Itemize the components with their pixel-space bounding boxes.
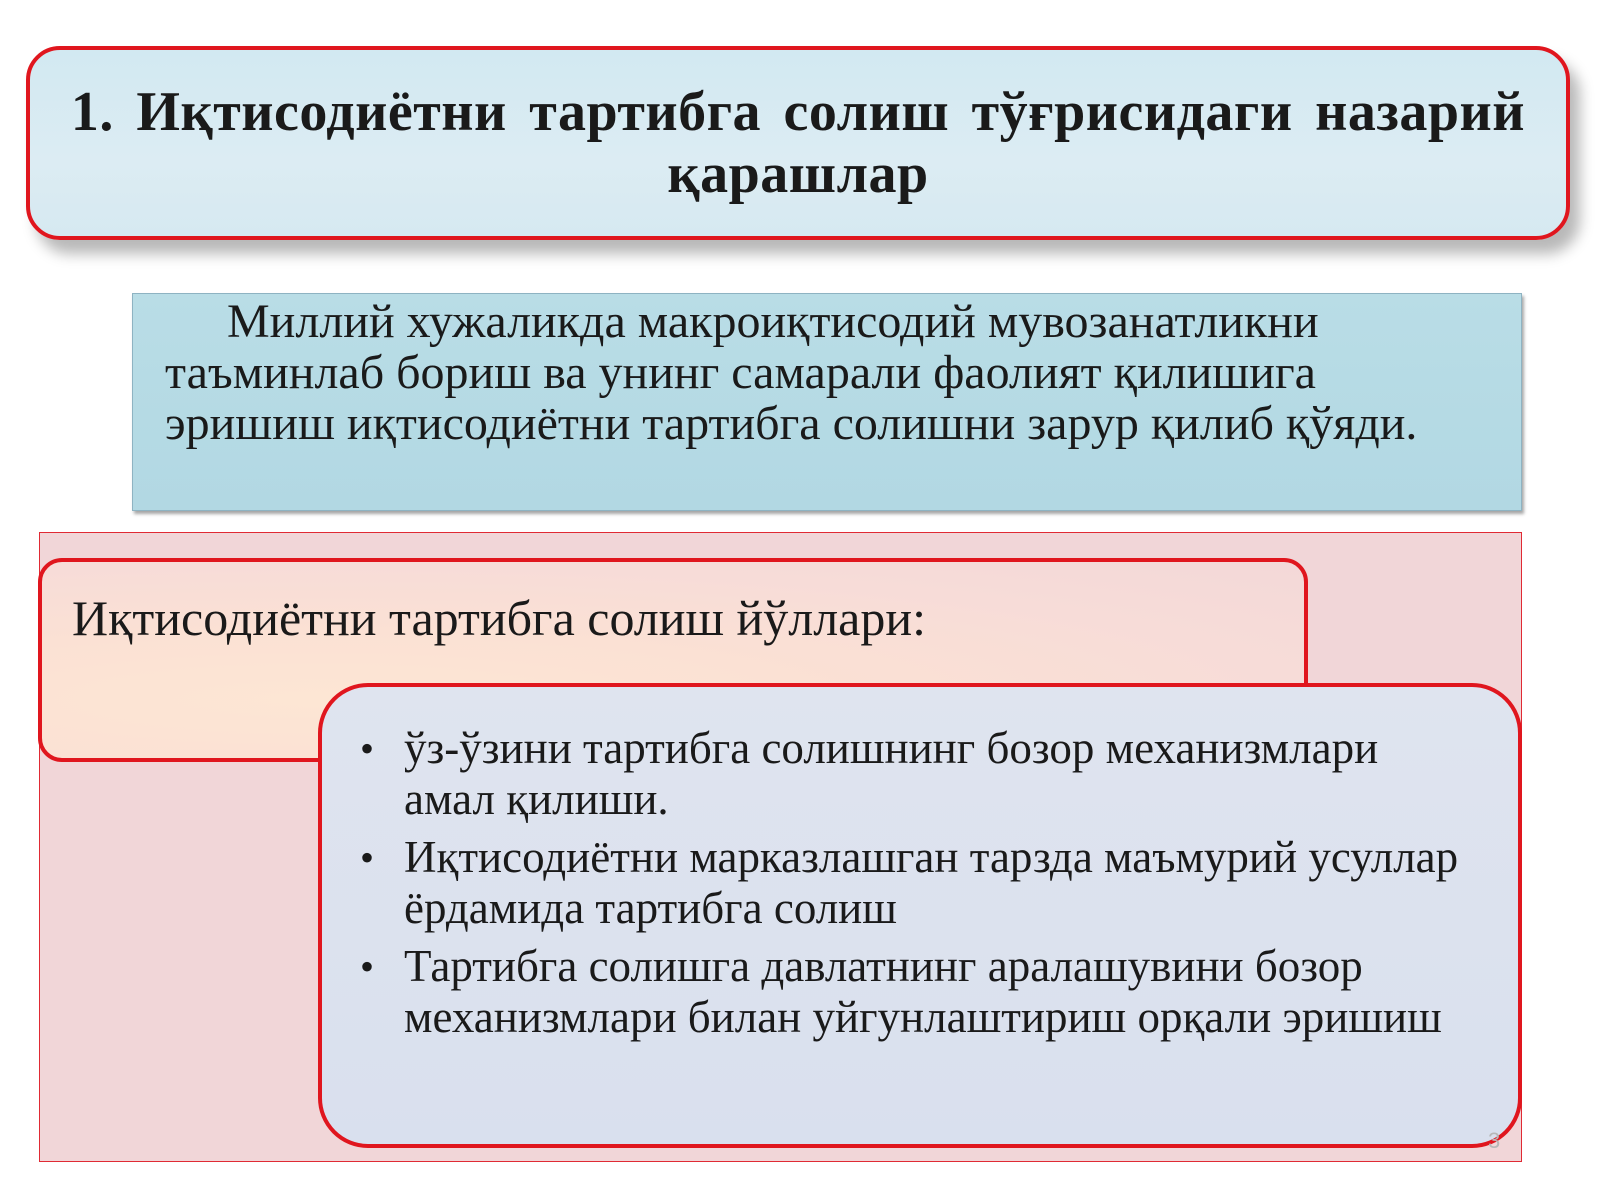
intro-text: Миллий хужаликда макроиқтисодий мувозанатликни таъминлаб бориш ва унинг самарали фаолият қилишига эришиш иқтисодиётни тартибга солишни зарур қилиб қўяди.	[165, 295, 1418, 450]
page-number: 3	[1488, 1128, 1501, 1153]
methods-list-box	[318, 683, 1522, 1148]
list-item	[360, 941, 1478, 1043]
list-item-text: Тартибга солишга давлатнинг аралашувини бозор механизмлари билан уйгунлаштириш орқали эришиш	[404, 941, 1442, 1042]
list-item-text: ўз-ўзини тартибга солишнинг бозор механизмлари амал қилиши.	[404, 723, 1379, 824]
list-item	[360, 832, 1478, 934]
bullet-icon: •	[360, 944, 375, 989]
methods-list	[360, 723, 1478, 1043]
list-item	[360, 723, 1478, 825]
slide-title: 1. Иқтисодиётни тартибга солиш тўғрисидаги назарий қарашлар	[70, 81, 1526, 205]
title-box	[26, 46, 1570, 240]
intro-box	[132, 293, 1522, 511]
bullet-icon: •	[360, 835, 375, 880]
list-item-text: Иқтисодиётни марказлашган тарзда маъмурий усуллар ёрдамида тартибга солиш	[404, 832, 1459, 933]
methods-heading: Иқтисодиётни тартибга солиш йўллари:	[72, 590, 927, 646]
bullet-icon: •	[360, 726, 375, 771]
